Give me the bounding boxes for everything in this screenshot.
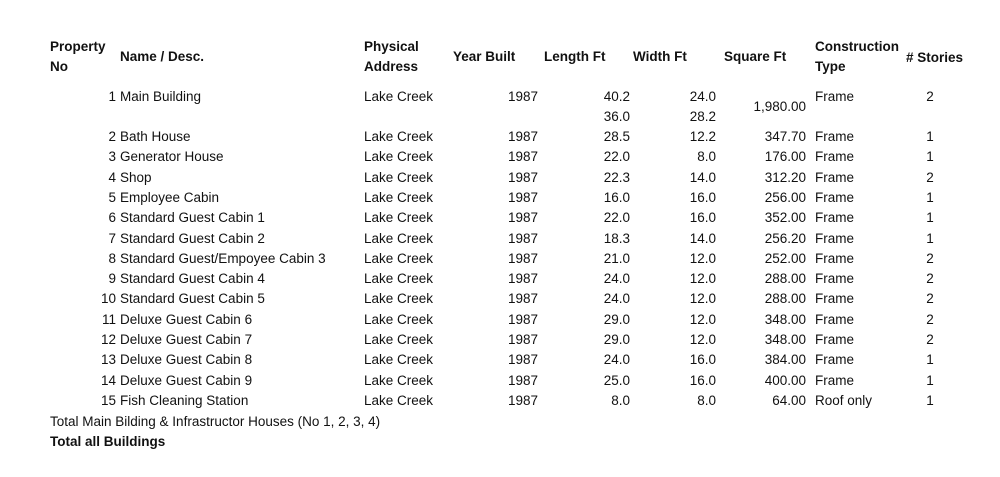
cell-square: 352.00: [764, 210, 806, 226]
cell-name: Generator House: [120, 149, 224, 165]
table-row: [0, 127, 1000, 147]
cell-type: Frame: [815, 372, 855, 388]
cell-width: 12.2: [689, 129, 716, 144]
cell-square: 348.00: [764, 311, 806, 327]
cell-length: 24.0: [603, 271, 630, 287]
cell-name: Deluxe Guest Cabin 9: [120, 372, 253, 388]
cell-stories: 1: [926, 210, 934, 226]
cell-type: Roof only: [815, 392, 873, 408]
cell-address: Lake Creek: [364, 291, 434, 307]
cell-square: 348.00: [764, 332, 806, 347]
table-row: [0, 168, 1000, 188]
cell-name: Standard Guest Cabin 5: [120, 291, 265, 307]
cell-length: 8.0: [611, 392, 630, 408]
cell-name: Bath House: [120, 129, 191, 144]
cell-year: 1987: [507, 89, 538, 104]
cell-square: 384.00: [764, 352, 806, 368]
cell-no: 5: [108, 189, 116, 205]
cell-stories: 1: [926, 230, 934, 246]
cell-length: 18.3: [603, 230, 630, 246]
cell-name: Deluxe Guest Cabin 8: [120, 352, 253, 368]
cell-address: Lake Creek: [364, 372, 434, 388]
table-row: [0, 249, 1000, 269]
cell-year: 1987: [507, 169, 538, 185]
header-square: Square Ft: [724, 49, 787, 64]
cell-stories: 2: [926, 311, 934, 327]
header-stories: # Stories: [906, 50, 964, 65]
header-construction-line1: Construction: [815, 39, 899, 54]
cell-length: 16.0: [603, 189, 630, 205]
cell-no: 13: [100, 352, 116, 368]
cell-square: 347.70: [764, 129, 806, 144]
cell-name: Standard Guest/Empoyee Cabin 3: [120, 250, 326, 266]
cell-no: 14: [100, 372, 116, 388]
total-main-infrastructure: Total Main Bilding & Infrastructor Houses (No 1, 2, 3, 4): [50, 414, 381, 429]
cell-year: 1987: [507, 311, 538, 327]
cell-width: 12.0: [689, 250, 716, 266]
cell-no: 4: [108, 169, 116, 185]
cell-square: 312.20: [764, 169, 806, 185]
cell-type: Frame: [815, 189, 855, 205]
cell-width-2: 28.2: [689, 109, 716, 124]
cell-stories: 2: [926, 332, 934, 347]
header-construction-line2: Type: [815, 59, 846, 74]
cell-square: 256.00: [764, 189, 806, 205]
cell-address: Lake Creek: [364, 210, 434, 226]
cell-no: 3: [108, 149, 116, 165]
cell-type: Frame: [815, 89, 855, 104]
cell-address: Lake Creek: [364, 392, 434, 408]
cell-width: 8.0: [697, 149, 716, 165]
cell-year: 1987: [507, 210, 538, 226]
cell-address: Lake Creek: [364, 149, 434, 165]
cell-width: 16.0: [689, 189, 716, 205]
cell-address: Lake Creek: [364, 129, 434, 144]
cell-address: Lake Creek: [364, 169, 434, 185]
cell-no: 9: [108, 271, 116, 287]
cell-stories: 1: [926, 129, 934, 144]
cell-year: 1987: [507, 332, 538, 347]
cell-type: Frame: [815, 291, 855, 307]
cell-square: 288.00: [764, 271, 806, 287]
header-year-built: Year Built: [453, 49, 516, 64]
cell-width: 16.0: [689, 352, 716, 368]
header-property-no: [50, 37, 106, 77]
cell-address: Lake Creek: [364, 311, 434, 327]
total-all-buildings: Total all Buildings: [50, 434, 166, 449]
cell-stories: 2: [926, 169, 934, 185]
cell-year: 1987: [507, 352, 538, 368]
cell-width: 8.0: [697, 392, 716, 408]
cell-no: 12: [100, 332, 116, 347]
table-row: [0, 350, 1000, 370]
cell-year: 1987: [507, 392, 538, 408]
cell-address: Lake Creek: [364, 332, 434, 347]
cell-type: Frame: [815, 271, 855, 287]
cell-length: 24.0: [603, 291, 630, 307]
cell-name: Standard Guest Cabin 1: [120, 210, 265, 226]
cell-square: 252.00: [764, 250, 806, 266]
cell-square: 176.00: [764, 149, 806, 165]
cell-square: 64.00: [772, 392, 806, 408]
cell-stories: 1: [926, 372, 934, 388]
cell-type: Frame: [815, 311, 855, 327]
cell-name: Employee Cabin: [120, 189, 220, 205]
header-name: Name / Desc.: [120, 49, 205, 64]
cell-year: 1987: [507, 149, 538, 165]
cell-year: 1987: [507, 291, 538, 307]
cell-year: 1987: [507, 230, 538, 246]
header-length: Length Ft: [544, 49, 606, 64]
cell-type: Frame: [815, 210, 855, 226]
cell-no: 2: [108, 129, 116, 144]
cell-type: Frame: [815, 230, 855, 246]
cell-length: 29.0: [603, 311, 630, 327]
cell-name: Main Building: [120, 89, 202, 104]
header-property-no-line1: Property: [50, 39, 106, 54]
cell-no: 6: [108, 210, 116, 226]
table-row: [0, 188, 1000, 208]
cell-width: 12.0: [689, 271, 716, 287]
cell-no: 11: [101, 311, 116, 327]
cell-year: 1987: [507, 189, 538, 205]
cell-length: 22.0: [603, 149, 630, 165]
cell-address: Lake Creek: [364, 230, 434, 246]
cell-type: Frame: [815, 352, 855, 368]
cell-stories: 1: [926, 149, 934, 165]
header-address-line1: Physical: [364, 39, 419, 54]
cell-no: 15: [100, 392, 116, 408]
cell-stories: 1: [926, 189, 934, 205]
table-row: [0, 289, 1000, 309]
cell-type: Frame: [815, 129, 855, 144]
cell-width: 14.0: [689, 169, 716, 185]
header-width: Width Ft: [633, 49, 687, 64]
cell-length-2: 36.0: [603, 109, 630, 124]
cell-length: 25.0: [603, 372, 630, 388]
cell-width: 12.0: [689, 291, 716, 307]
cell-stories: 2: [926, 271, 934, 287]
cell-name: Standard Guest Cabin 4: [120, 271, 265, 287]
cell-width: 12.0: [689, 311, 716, 327]
cell-no: 7: [108, 230, 116, 246]
table-row-main-building: [0, 87, 1000, 127]
cell-name: Shop: [120, 169, 152, 185]
cell-year: 1987: [507, 271, 538, 287]
header-address-line2: Address: [364, 59, 419, 74]
cell-name: Deluxe Guest Cabin 6: [120, 311, 253, 327]
cell-type: Frame: [815, 250, 855, 266]
cell-no: 1: [108, 89, 116, 104]
cell-name: Deluxe Guest Cabin 7: [120, 332, 253, 347]
cell-type: Frame: [815, 149, 855, 165]
cell-square: 256.20: [764, 230, 806, 246]
table-row: [0, 330, 1000, 350]
cell-address: Lake Creek: [364, 189, 434, 205]
cell-width: 16.0: [689, 210, 716, 226]
cell-year: 1987: [507, 250, 538, 266]
cell-type: Frame: [815, 332, 855, 347]
table-row: [0, 269, 1000, 289]
cell-name: Fish Cleaning Station: [120, 392, 249, 408]
cell-no: 8: [108, 250, 116, 266]
cell-address: Lake Creek: [364, 271, 434, 287]
cell-type: Frame: [815, 169, 855, 185]
cell-square: 288.00: [764, 291, 806, 307]
cell-length: 22.0: [603, 210, 630, 226]
table-row: [0, 310, 1000, 330]
cell-name: Standard Guest Cabin 2: [120, 230, 265, 246]
cell-square: 400.00: [764, 372, 806, 388]
cell-length: 22.3: [603, 169, 630, 185]
table-row: [0, 371, 1000, 391]
cell-address: Lake Creek: [364, 250, 434, 266]
table-row: [0, 229, 1000, 249]
header-address: [364, 37, 419, 77]
cell-year: 1987: [507, 129, 538, 144]
cell-year: 1987: [507, 372, 538, 388]
header-property-no-line2: No: [50, 59, 68, 74]
cell-length: 29.0: [603, 332, 630, 347]
table-row: [0, 391, 1000, 411]
cell-length: 28.5: [603, 129, 630, 144]
cell-length: 24.0: [603, 352, 630, 368]
cell-stories: 2: [926, 89, 934, 104]
cell-address: Lake Creek: [364, 89, 434, 104]
cell-square: 1,980.00: [753, 99, 806, 114]
cell-length: 21.0: [603, 250, 630, 266]
header-construction-type: [815, 37, 899, 77]
cell-stories: 1: [926, 392, 934, 408]
cell-stories: 1: [926, 352, 934, 368]
cell-no: 10: [100, 291, 116, 307]
cell-width-1: 24.0: [689, 89, 716, 104]
cell-width: 16.0: [689, 372, 716, 388]
table-row: [0, 147, 1000, 167]
cell-width: 12.0: [689, 332, 716, 347]
cell-address: Lake Creek: [364, 352, 434, 368]
cell-stories: 2: [926, 291, 934, 307]
cell-stories: 2: [926, 250, 934, 266]
table-row: [0, 208, 1000, 228]
cell-width: 14.0: [689, 230, 716, 246]
cell-length-1: 40.2: [603, 89, 630, 104]
